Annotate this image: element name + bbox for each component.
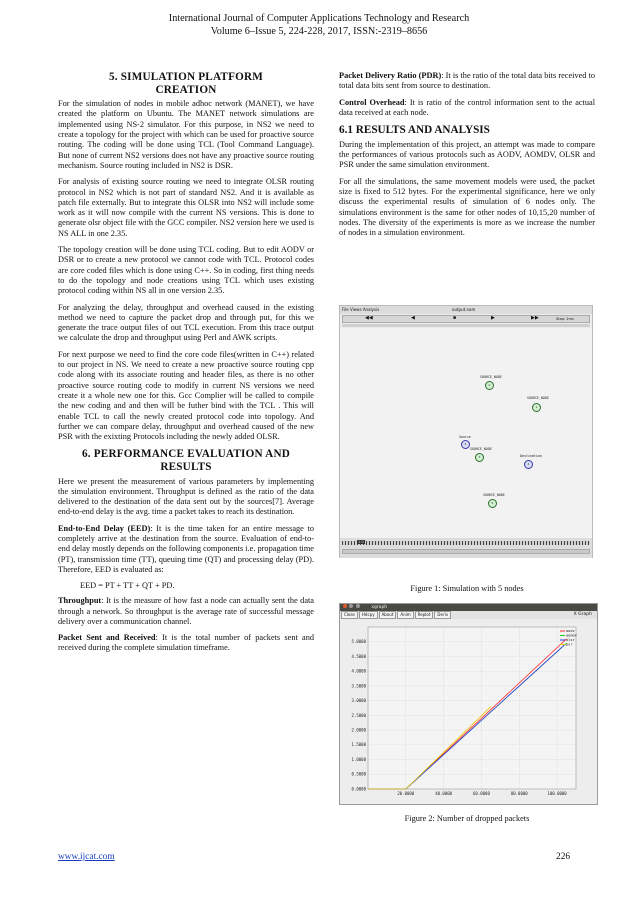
eed-formula: EED = PT + TT + QT + PD. <box>80 581 175 591</box>
y-tick-label: 4.0000 <box>351 668 366 674</box>
close-button: Close <box>341 611 358 619</box>
x-tick-label: 20.0000 <box>397 791 415 796</box>
xgraph-menu <box>340 611 597 619</box>
y-tick-label: 2.0000 <box>351 727 366 733</box>
page-number: 226 <box>556 852 571 862</box>
y-tick-label: 1.5000 <box>351 742 366 748</box>
paragraph: For the simulation of nodes in mobile adhoc network (MANET), we have created the platform on Ubuntu. The MANET network simulations are implemented using NS-2 simulator. For this purpose, in NS2 we need to create a topology for the project with which can be used for proactive source routing. The coding will be done using TCL (Tool Command Language). But none of current NS2 versions does not have any proactive source routing mechanism. Source routing included in NS2 is DSR. <box>58 99 314 170</box>
journal-volume: Volume 6–Issue 5, 224-228, 2017, ISSN:-2319–8656 <box>210 26 428 37</box>
paragraph: For analyzing the delay, throughput and overhead caused in the existing method we need to capture the packet drop and through put, for this we generate the trace output files of out TCL execution. From this trace output we calculate the drop and throughput using Perl and AWK scripts. <box>58 302 314 343</box>
node-label: Source <box>459 435 471 439</box>
node-label: SOURCE_NODE <box>470 447 492 451</box>
left-column <box>58 71 314 660</box>
window-min-icon <box>349 604 353 608</box>
node-circle: 2 <box>461 440 470 449</box>
window-close-icon <box>343 604 347 608</box>
dropped-packets-chart <box>340 619 597 803</box>
deriv-button: Deriv <box>434 611 451 619</box>
stop-icon: ■ <box>453 316 457 321</box>
paragraph: For all the simulations, the same movement models were used, the packet size is fixed to 512 bytes. For the experimental significance, here we only discuss the experimental results of simulation of 6 nodes only. The simulations environment is the same for other nodes of 10,15,20 number of nodes. The diversity of the experiments is more as we increase the number of nodes in a simulation environment. <box>339 176 595 238</box>
xgraph-titlebar <box>340 604 597 611</box>
nam-timeline <box>340 538 592 558</box>
xgraph-title: xgraph <box>371 605 388 610</box>
x-tick-label: 80.0000 <box>510 791 528 796</box>
y-tick-label: 5.0000 <box>351 639 366 645</box>
section-61-heading: 6.1 RESULTS AND ANALYSIS <box>339 124 490 137</box>
node-circle: 4 <box>524 460 533 469</box>
y-tick-label: 1.0000 <box>351 756 366 762</box>
fast-forward-icon: ▶▶ <box>531 316 539 321</box>
anim-button: Anim <box>397 611 413 619</box>
section-6-heading: 6. PERFORMANCE EVALUATION AND RESULTS <box>81 448 290 473</box>
replot-button: Replot <box>415 611 434 619</box>
nam-file-name: output.nam <box>452 307 476 312</box>
throughput-text: : It is the measure of how fast a node can actually sent the data through a network. So throughput is the average rate of successful message delivery over a communication channel. <box>58 596 314 626</box>
pdr-definition <box>339 71 595 92</box>
node-label: SOURCE_NODE <box>480 375 502 379</box>
pdr-term: Packet Delivery Ratio (PDR) <box>339 71 442 80</box>
packets-text: : It is the total number of packets sent and received during the complete simulation timeframe. <box>58 633 314 653</box>
x-tick-label: 60.0000 <box>473 791 490 796</box>
packets-definition <box>58 633 314 654</box>
nam-simulation-screenshot <box>339 305 593 558</box>
hardcopy-button: Hdcpy <box>359 611 378 619</box>
eed-text: : It is the time taken for an entire message to completely arrive at the destination from the source. Evaluation of end-to-end delay mostly depends on the following components i.e. propagation time (PT), transmission time (TT), queuing time (QT) and processing delay (PD). Therefore, EED is evaluated as: <box>58 523 314 574</box>
xgraph-screenshot <box>339 603 598 805</box>
x-tick-label: 40.0000 <box>435 791 453 796</box>
node-circle: 0 <box>485 381 494 390</box>
legend-label: aomdv <box>566 633 577 638</box>
eed-definition <box>58 524 314 575</box>
paragraph: For next purpose we need to find the core code files(written in C++) related to our project in NS. We need to create a new proactive source routing cpp code along with its associate routing and header files, as there is no other proactive source routing code to modify in current NS versions we need create it a whole new one for this. Gcc Complier will be called to compile the new coding and and then will be futher bind with the TCL . This will enable TCL to call the newly created protocol code into topology. And further we can compare delay, throughput and overhead caused of the new PSR with the exixting Protocols including the newly added OLSR. <box>58 349 314 442</box>
nam-zoom-bar <box>342 324 590 327</box>
nam-canvas <box>340 328 592 538</box>
play-icon: ▶ <box>491 316 495 321</box>
node-circle: 5 <box>488 499 497 508</box>
node-circle: 3 <box>475 453 484 462</box>
figure-2-caption: Figure 2: Number of dropped packets <box>404 814 530 823</box>
rewind-icon: ◀◀ <box>365 316 373 321</box>
legend-label: aodv <box>566 629 575 633</box>
pdr-text: : It is the ratio of the total data bits received to total data bits sent from source to destination. <box>339 71 595 91</box>
paragraph: For analysis of existing source routing we need to integrate OLSR routing protocol in NS2 which is not part of standard NS2. And it is available as patch file externally. But to integrate this OLSR into NS2 will include some work as it will now compile with the current NS versions. This is done to generate olsr object file with the GCC compiler. NS2 version here we used is NS ALL in one 2.35. <box>58 177 314 238</box>
xgraph-window-label: X Graph <box>573 612 592 617</box>
journal-title: International Journal of Computer Applications Technology and Research <box>168 13 470 24</box>
x-tick-label: 100.0000 <box>547 791 567 796</box>
journal-url-link[interactable]: www.ijcat.com <box>58 852 115 862</box>
about-button: About <box>379 611 397 619</box>
y-tick-label: 3.5000 <box>351 683 366 689</box>
y-tick-label: 4.5000 <box>351 653 366 659</box>
throughput-definition <box>58 596 314 627</box>
packets-term: Packet Sent and Received <box>58 633 156 643</box>
node-label: SOURCE_NODE <box>483 493 505 497</box>
paragraph: During the implementation of this project, an attempt was made to compare the performances of various protocols such as AODV, AOMDV, OLSR and PSR under the same simulation environment. <box>339 139 595 170</box>
nam-step-label: Step: 2ms <box>556 317 574 321</box>
eed-term: End-to-End Delay (EED) <box>58 523 151 533</box>
timeline-track <box>342 541 590 545</box>
y-tick-label: 2.5000 <box>351 712 366 718</box>
paragraph: The topology creation will be done using TCL coding. But to edit AODV or DSR or to create a new protocol we cannot code with TCL. Protocol codes are core coded files which is done using C++. So in coding, first thing needs to do the topology and node creations using TCL which uses existing protocol coding within NS all in one version 2.35. <box>58 245 314 296</box>
timeline-scroll <box>342 549 590 554</box>
legend-label: olsr <box>566 638 575 642</box>
node-label: SOURCE_NODE <box>527 396 549 400</box>
right-column <box>339 71 595 244</box>
plot-area <box>368 627 576 789</box>
figure-1-caption: Figure 1: Simulation with 5 nodes <box>410 584 524 593</box>
y-tick-label: 0.0000 <box>351 786 366 792</box>
overhead-term: Control Overhead <box>339 97 405 107</box>
back-icon: ◀ <box>411 316 415 321</box>
section-5-heading: 5. SIMULATION PLATFORM CREATION <box>108 71 264 96</box>
paragraph: Here we present the measurement of various parameters by implementing the simulation environment. Throughput is defined as the ratio of the data delivered to the destination of the data sent out by the sources[7]. Average end-to-end delay is the avg. time a packet takes to reach its destination. <box>58 476 314 517</box>
throughput-term: Throughput <box>58 596 102 606</box>
node-label: Destination <box>520 454 542 458</box>
y-tick-label: 3.0000 <box>351 698 366 704</box>
window-max-icon <box>356 604 360 608</box>
legend-label: psr <box>566 642 573 647</box>
nam-control-bar <box>342 315 590 323</box>
overhead-text: : It is ratio of the control information sent to the actual data received at each node. <box>339 97 595 117</box>
overhead-definition <box>339 98 595 119</box>
nam-menu: File Views Analysis <box>342 307 380 312</box>
time-readout: 1.0 <box>358 540 364 544</box>
node-circle: 1 <box>532 403 541 412</box>
journal-header <box>0 12 638 38</box>
nam-menu-bar <box>340 306 592 314</box>
y-tick-label: 0.5000 <box>351 771 366 777</box>
